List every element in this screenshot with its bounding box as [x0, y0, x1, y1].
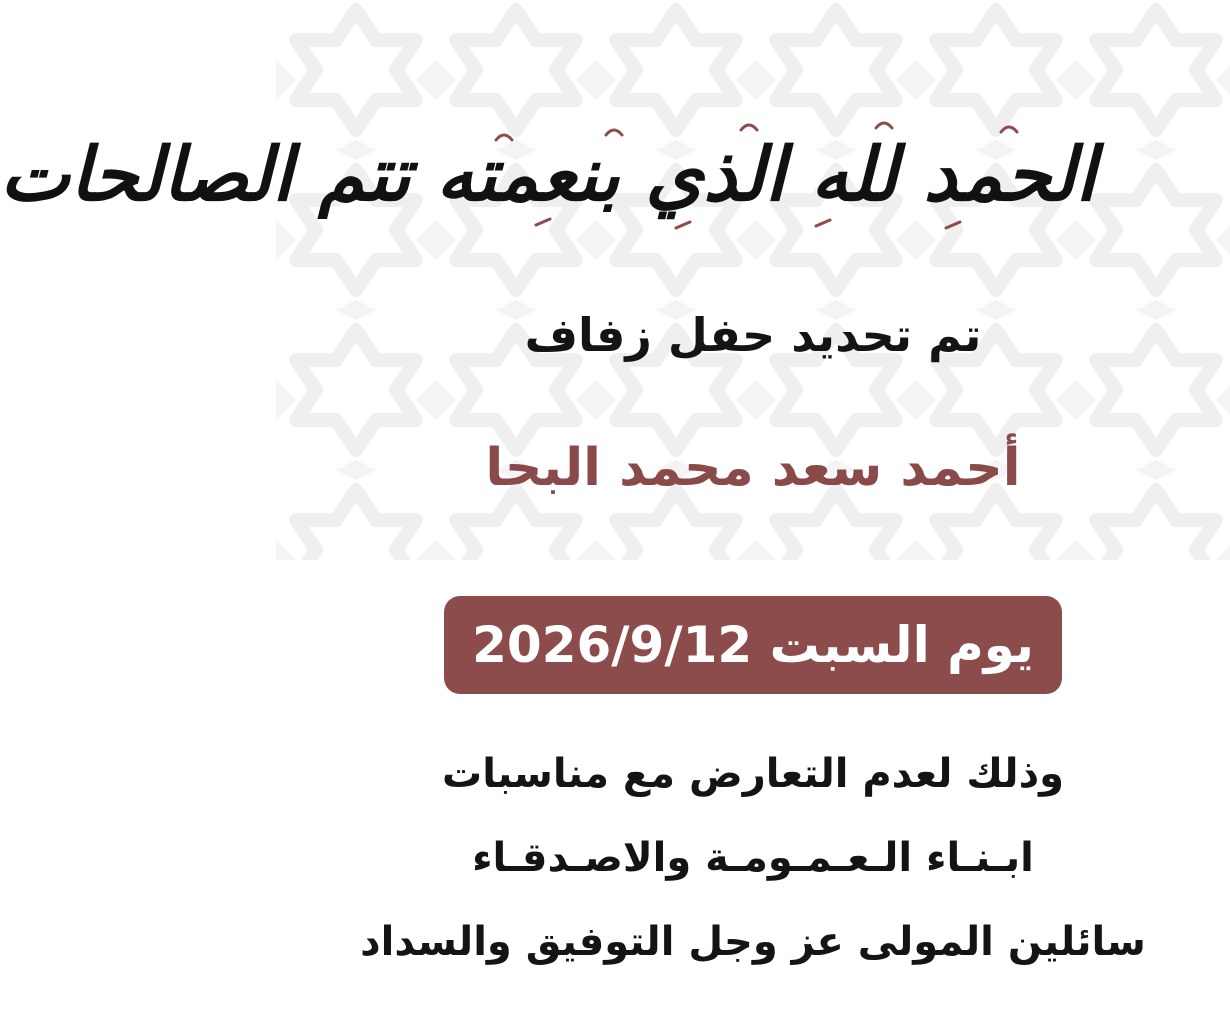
message-line-2: ابـنـاء الـعـمـومـة والاصـدقـاء	[472, 835, 1034, 881]
date-banner	[444, 596, 1062, 694]
groom-name: أحمد سعد محمد البحا	[485, 438, 1021, 498]
date-label: يوم السبت 2026/9/12	[472, 616, 1034, 674]
calligraphy-text: الحمد لله الذي بنعمته تتم الصالحات	[0, 132, 1096, 218]
announcement-title: تم تحديد حفل زفاف	[524, 308, 982, 362]
calligraphy-diacritics	[0, 100, 1096, 250]
message-line-1: وذلك لعدم التعارض مع مناسبات	[442, 751, 1064, 797]
calligraphy-title	[0, 100, 1096, 250]
message-line-3: سائلين المولى عز وجل التوفيق والسداد	[360, 919, 1146, 965]
